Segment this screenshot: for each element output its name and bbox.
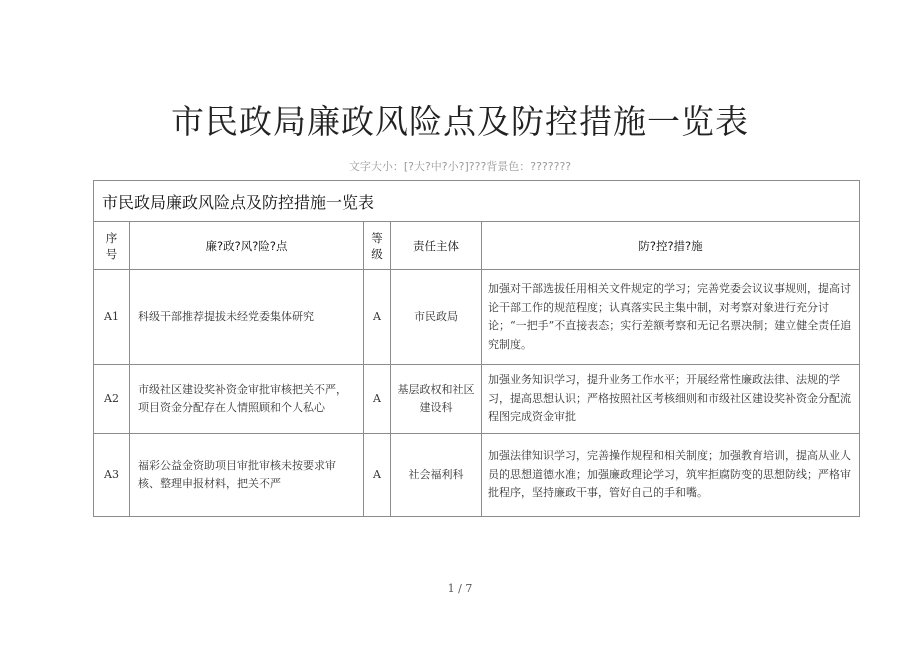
- row-measures: 加强法律知识学习，完善操作规程和相关制度；加强教育培训，提高从业人员的思想道德水准；加强廉政理论学习，筑牢拒腐防变的思想防线；严格审批程序，坚持廉政干事，管好自己的手和嘴。: [482, 434, 860, 517]
- text-size-background-options: 文字大小：[?大?中?小?]???背景色：???????: [348, 160, 572, 173]
- row-risk-point: 市级社区建设奖补资金审批审核把关不严，项目资金分配存在人情照顾和个人私心: [130, 365, 364, 434]
- row-grade: A: [364, 365, 391, 434]
- header-measures: 防?控?措?施: [482, 222, 860, 270]
- row-code: A2: [94, 365, 130, 434]
- page-title: 市民政局廉政风险点及防控措施一览表: [171, 102, 749, 141]
- row-grade: A: [364, 270, 391, 365]
- row-code: A3: [94, 434, 130, 517]
- risk-control-table: [93, 180, 860, 517]
- table-row: [94, 434, 860, 517]
- header-grade-char-2: 级: [371, 246, 383, 261]
- table-row: [94, 365, 860, 434]
- row-grade: A: [364, 434, 391, 517]
- header-grade-char-1: 等: [371, 230, 383, 245]
- header-risk-point: 廉?政?风?险?点: [130, 222, 364, 270]
- row-responsible-party: 基层政权和社区建设科: [391, 365, 482, 434]
- table-row: [94, 270, 860, 365]
- header-grade: [364, 222, 391, 270]
- row-responsible-party: 市民政局: [391, 270, 482, 365]
- row-measures: 加强业务知识学习，提升业务工作水平；开展经常性廉政法律、法规的学习，提高思想认识；严格按照社区考核细则和市级社区建设奖补资金分配流程图完成资金审批: [482, 365, 860, 434]
- header-seq-char-2: 号: [105, 246, 118, 261]
- table-caption-row: [94, 181, 860, 222]
- page-number: 1 / 7: [447, 582, 473, 595]
- header-responsible-party: 责任主体: [391, 222, 482, 270]
- row-responsible-party: 社会福利科: [391, 434, 482, 517]
- row-risk-point: 福彩公益金资助项目审批审核未按要求审核、整理申报材料，把关不严: [130, 434, 364, 517]
- header-seq: [94, 222, 130, 270]
- row-measures: 加强对干部选拔任用相关文件规定的学习；完善党委会议议事规则，提高讨论干部工作的规范程度；认真落实民主集中制，对考察对象进行充分讨论；“一把手”不直接表态；实行差额考察和无记名票决制；建立健全责任追究制度。: [482, 270, 860, 365]
- table-caption: 市民政局廉政风险点及防控措施一览表: [94, 181, 860, 222]
- row-risk-point: 科级干部推荐提拔未经党委集体研究: [130, 270, 364, 365]
- row-code: A1: [94, 270, 130, 365]
- header-seq-char-1: 序: [105, 230, 118, 245]
- table-header-row: [94, 222, 860, 270]
